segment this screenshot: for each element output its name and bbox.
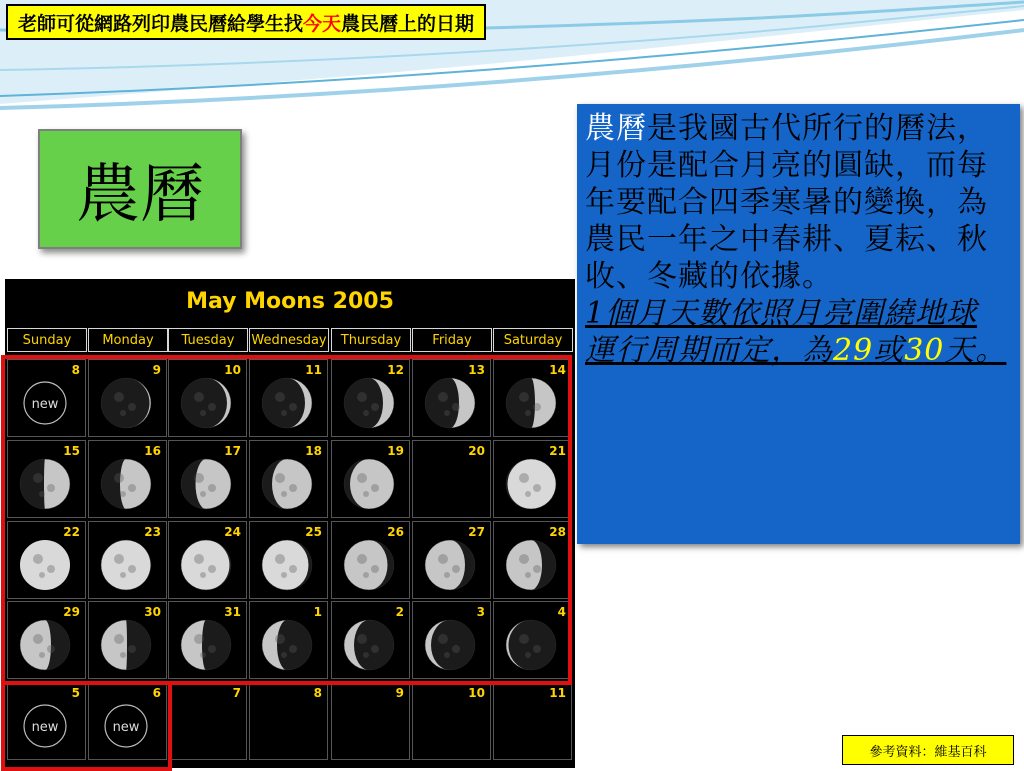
moon-calendar (5, 279, 575, 768)
moon-phase-icon (177, 534, 235, 592)
info-note (585, 296, 1006, 368)
day-number: 13 (468, 363, 485, 377)
banner-text-2: 農民曆上的日期 (341, 12, 475, 35)
calendar-day-cell (412, 682, 491, 760)
calendar-day-cell (493, 601, 572, 679)
day-number: 26 (387, 525, 404, 539)
day-number: 25 (305, 525, 322, 539)
calendar-day-cell (7, 521, 86, 599)
info-note-text-3: 天。 (944, 333, 1007, 368)
moon-phase-icon (258, 372, 316, 430)
calendar-day-cell (412, 601, 491, 679)
calendar-day-cell (493, 440, 572, 518)
weekday-header-monday: Monday (88, 328, 168, 352)
day-number: 12 (387, 363, 404, 377)
info-text-box (577, 104, 1020, 544)
moon-phase-icon (97, 372, 155, 430)
moon-phase-icon (16, 534, 74, 592)
day-number: 3 (476, 605, 485, 619)
new-moon-label: new (31, 397, 59, 412)
new-moon-label: new (112, 720, 140, 735)
moon-phase-icon (16, 372, 74, 430)
moon-phase-icon (97, 453, 155, 511)
day-number: 29 (63, 605, 80, 619)
moon-phase-icon (502, 534, 560, 592)
day-number: 16 (144, 444, 161, 458)
day-number: 27 (468, 525, 485, 539)
weekday-header-thursday: Thursday (331, 328, 411, 352)
day-number: 14 (549, 363, 566, 377)
calendar-day-cell (331, 359, 410, 437)
calendar-day-cell (168, 359, 247, 437)
moon-phase-icon (16, 695, 74, 753)
calendar-day-cell (88, 682, 167, 760)
top-banner (6, 4, 486, 40)
moon-phase-icon (97, 695, 155, 753)
calendar-day-cell (88, 601, 167, 679)
moon-phase-icon (502, 614, 560, 672)
day-number: 18 (305, 444, 322, 458)
day-number: 8 (71, 363, 80, 377)
calendar-day-cell (88, 359, 167, 437)
info-note-number-1: 29 (833, 333, 874, 368)
weekday-header-friday: Friday (412, 328, 492, 352)
reference-box: 參考資料：維基百科 (842, 735, 1014, 765)
day-number: 30 (144, 605, 161, 619)
moon-phase-icon (258, 534, 316, 592)
moon-phase-icon (421, 372, 479, 430)
page-title: 農曆 (38, 129, 242, 249)
calendar-day-cell (168, 601, 247, 679)
day-number: 9 (395, 686, 404, 700)
day-number: 7 (232, 686, 241, 700)
moon-phase-icon (177, 372, 235, 430)
calendar-day-cell (7, 359, 86, 437)
day-number: 24 (224, 525, 241, 539)
calendar-day-cell (249, 682, 328, 760)
moon-phase-icon (16, 614, 74, 672)
day-number: 15 (63, 444, 80, 458)
calendar-day-cell (331, 682, 410, 760)
calendar-day-cell (412, 359, 491, 437)
day-number: 8 (313, 686, 322, 700)
day-number: 2 (395, 605, 404, 619)
weekday-header-wednesday: Wednesday (249, 328, 329, 352)
day-number: 23 (144, 525, 161, 539)
banner-text-1: 老師可從網路列印農民曆給學生找 (18, 12, 304, 35)
day-number: 9 (152, 363, 161, 377)
calendar-day-cell (168, 521, 247, 599)
moon-phase-icon (258, 614, 316, 672)
day-number: 10 (224, 363, 241, 377)
calendar-day-cell (249, 440, 328, 518)
moon-phase-icon (340, 372, 398, 430)
calendar-day-cell (249, 521, 328, 599)
day-number: 22 (63, 525, 80, 539)
day-number: 5 (71, 686, 80, 700)
weekday-header-sunday: Sunday (7, 328, 87, 352)
calendar-day-cell (168, 440, 247, 518)
day-number: 10 (468, 686, 485, 700)
banner-highlight: 今天 (303, 12, 342, 35)
weekday-header-saturday: Saturday (493, 328, 573, 352)
calendar-day-cell (7, 440, 86, 518)
calendar-day-cell (331, 440, 410, 518)
calendar-day-cell (88, 440, 167, 518)
info-description: 是我國古代所行的曆法，月份是配合月亮的圓缺，而每年要配合四季寒暑的變換，為農民一年之中春耕、夏耘、秋收、冬藏的依據。 (585, 111, 988, 294)
moon-phase-icon (340, 614, 398, 672)
moon-phase-icon (502, 372, 560, 430)
day-number: 1 (313, 605, 322, 619)
moon-phase-icon (97, 534, 155, 592)
moon-phase-icon (340, 453, 398, 511)
day-number: 31 (224, 605, 241, 619)
day-number: 4 (557, 605, 566, 619)
calendar-day-cell (88, 521, 167, 599)
info-note-number-2: 30 (904, 333, 945, 368)
day-number: 17 (224, 444, 241, 458)
moon-phase-icon (177, 453, 235, 511)
calendar-title: May Moons 2005 (186, 288, 394, 314)
new-moon-label: new (31, 720, 59, 735)
calendar-day-cell (168, 682, 247, 760)
weekday-header-tuesday: Tuesday (168, 328, 248, 352)
calendar-day-cell (331, 521, 410, 599)
calendar-day-cell (7, 682, 86, 760)
calendar-day-cell (493, 359, 572, 437)
calendar-day-cell (412, 521, 491, 599)
info-term: 農曆 (585, 111, 647, 146)
info-note-text-2: 或 (873, 333, 905, 368)
day-number: 11 (549, 686, 566, 700)
day-number: 11 (305, 363, 322, 377)
moon-phase-icon (16, 453, 74, 511)
calendar-day-cell (493, 521, 572, 599)
day-number: 21 (549, 444, 566, 458)
moon-phase-icon (421, 534, 479, 592)
calendar-day-cell (7, 601, 86, 679)
moon-phase-icon (97, 614, 155, 672)
day-number: 6 (152, 686, 161, 700)
day-number: 19 (387, 444, 404, 458)
moon-phase-icon (340, 534, 398, 592)
moon-phase-icon (177, 614, 235, 672)
info-note-text-1: 1個月天數依照月亮圍繞地球運行周期而定，為 (585, 296, 978, 368)
moon-phase-icon (258, 453, 316, 511)
calendar-day-cell (493, 682, 572, 760)
day-number: 20 (468, 444, 485, 458)
calendar-day-cell (249, 359, 328, 437)
calendar-day-cell (412, 440, 491, 518)
moon-phase-icon (421, 614, 479, 672)
moon-phase-icon (502, 453, 560, 511)
calendar-day-cell (331, 601, 410, 679)
day-number: 28 (549, 525, 566, 539)
calendar-day-cell (249, 601, 328, 679)
